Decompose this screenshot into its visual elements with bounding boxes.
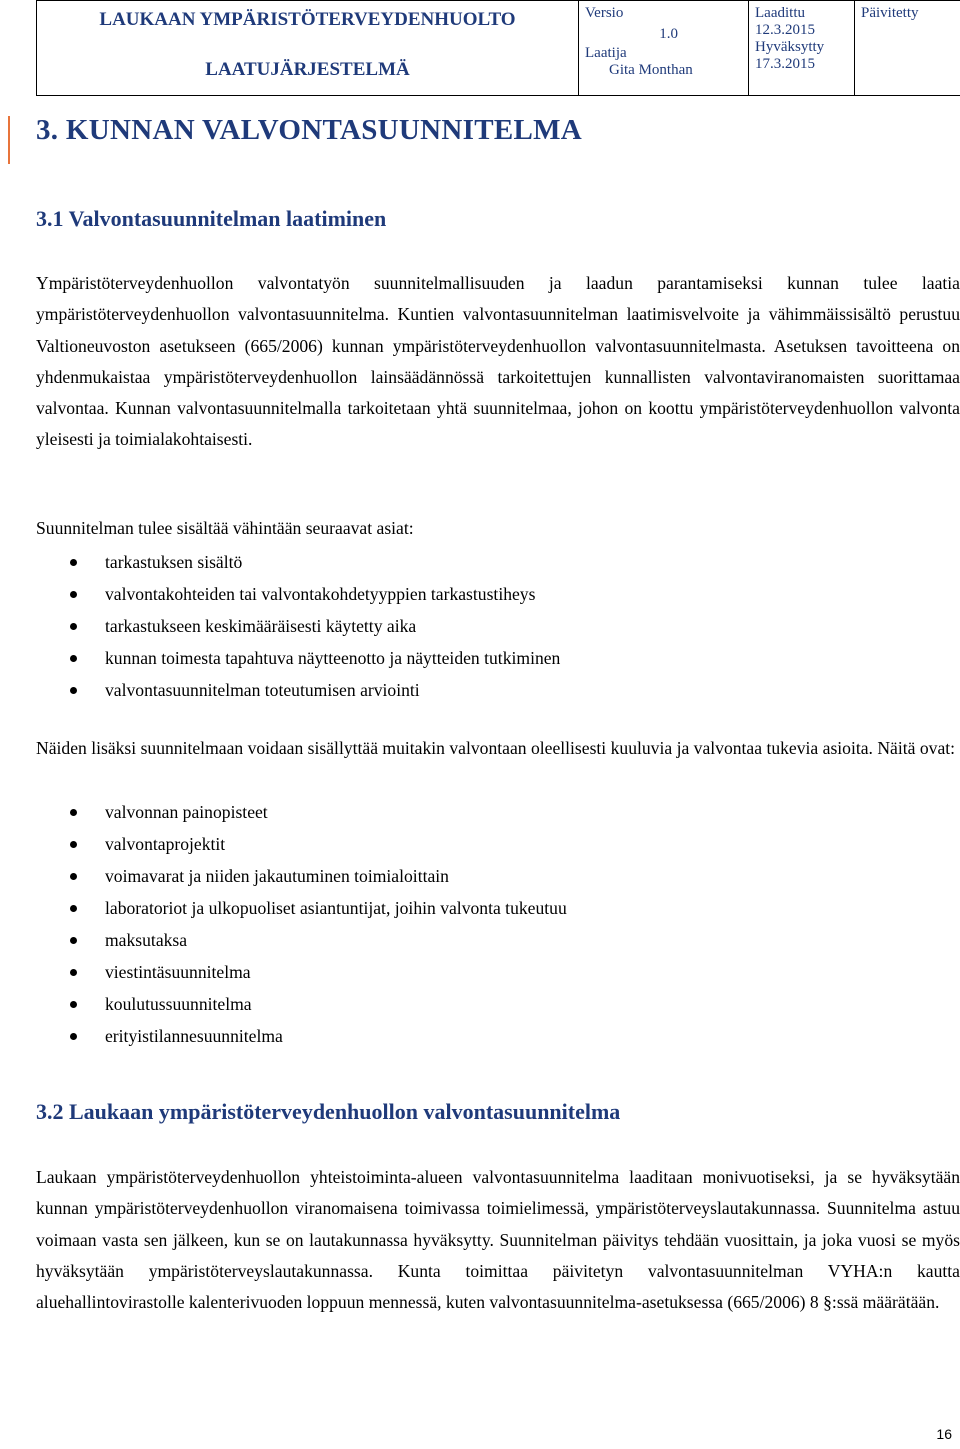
list-item: kunnan toimesta tapahtuva näytteenotto ja näytteiden tutkiminen <box>36 642 560 674</box>
section-3-2-paragraph: Laukaan ympäristöterveydenhuollon yhteistoiminta-alueen valvontasuunnitelma laaditaan monivuotiseksi, ja se hyväksytään kunnan ympäristöterveydenhuollon viranomaisena toimivassa toimielimessä, ympäristöterveyslautakunnassa. Suunnitelma astuu voimaan vasta sen jälkeen, kun se on lautakunnassa hyväksytty. Suunnitelman päivitys tehdään vuosittain, ja joka vuosi se myös hyväksytään ympäristöterveyslautakunnassa. Kunta toimittaa päivitetyn valvontasuunnitelman VYHA:n kautta aluehallintovirastolle kalenterivuoden loppuun mennessä, kuten valvontasuunnitelma-asetuksessa (665/2006) 8 §:ssä määrätään. <box>36 1167 960 1313</box>
chapter-title: 3. KUNNAN VALVONTASUUNNITELMA <box>36 114 583 146</box>
list-item: valvontakohteiden tai valvontakohdetyyppien tarkastustiheys <box>36 578 560 610</box>
quality-system-name: LAATUJÄRJESTELMÄ <box>205 59 410 80</box>
list-item: valvontaprojektit <box>36 828 567 860</box>
author-label: Laatija <box>585 45 627 61</box>
updated-cell <box>855 1 960 96</box>
list-item: voimavarat ja niiden jakautuminen toimialoittain <box>36 860 567 892</box>
created-label: Laadittu <box>755 5 805 21</box>
list-item: valvonnan painopisteet <box>36 796 567 828</box>
organization-name: LAUKAAN YMPÄRISTÖTERVEYDENHUOLTO <box>99 9 516 30</box>
optional-contents-list <box>36 796 567 1052</box>
list-item: koulutussuunnitelma <box>36 988 567 1020</box>
section-title-3-1: 3.1 Valvontasuunnitelman laatiminen <box>36 206 387 231</box>
chapter-accent-bar <box>8 116 10 164</box>
list-item: laboratoriot ja ulkopuoliset asiantuntijat, joihin valvonta tukeutuu <box>36 892 567 924</box>
list1-intro: Suunnitelman tulee sisältää vähintään seuraavat asiat: <box>36 518 414 538</box>
page-number: 16 <box>936 1426 952 1442</box>
document-header-table <box>36 0 960 96</box>
updated-label: Päivitetty <box>861 5 919 21</box>
dates-cell <box>749 1 855 96</box>
section-3-1-paragraph: Ympäristöterveydenhuollon valvontatyön suunnitelmallisuuden ja laadun parantamiseksi kunnan tulee laatia ympäristöterveydenhuollon valvontasuunnitelma. Kuntien valvontasuunnitelman laatimisvelvoite ja vähimmäissisältö perustuu Valtioneuvoston asetukseen (665/2006) kunnan ympäristöterveydenhuollon valvontasuunnitelmasta. Asetuksen tavoitteena on yhdenmukaistaa ympäristöterveydenhuollon lainsäädännössä tarkoitettujen kunnallisten valvontaviranomaisten suorittamaa valvontaa. Kunnan valvontasuunnitelmalla tarkoitetaan yhtä suunnitelmaa, johon on koottu ympäristöterveydenhuollon valvonta yleisesti ja toimialakohtaisesti. <box>36 273 960 450</box>
list-item: tarkastuksen sisältö <box>36 546 560 578</box>
version-label: Versio <box>585 5 624 21</box>
required-contents-list <box>36 546 560 706</box>
created-date: 12.3.2015 <box>755 22 815 38</box>
author-value: Gita Monthan <box>609 62 693 78</box>
version-value: 1.0 <box>659 26 678 42</box>
list-item: erityistilannesuunnitelma <box>36 1020 567 1052</box>
list-item: maksutaksa <box>36 924 567 956</box>
approved-label: Hyväksytty <box>755 39 825 55</box>
organization-cell <box>37 1 579 96</box>
list-item: valvontasuunnitelman toteutumisen arviointi <box>36 674 560 706</box>
list-item: viestintäsuunnitelma <box>36 956 567 988</box>
list2-intro: Näiden lisäksi suunnitelmaan voidaan sisällyttää muitakin valvontaan oleellisesti kuuluvia ja valvontaa tukevia asioita. Näitä ovat: <box>36 738 956 758</box>
section-title-3-2: 3.2 Laukaan ympäristöterveydenhuollon valvontasuunnitelma <box>36 1099 621 1124</box>
approved-date: 17.3.2015 <box>755 56 815 72</box>
list-item: tarkastukseen keskimääräisesti käytetty aika <box>36 610 560 642</box>
version-author-cell <box>579 1 749 96</box>
